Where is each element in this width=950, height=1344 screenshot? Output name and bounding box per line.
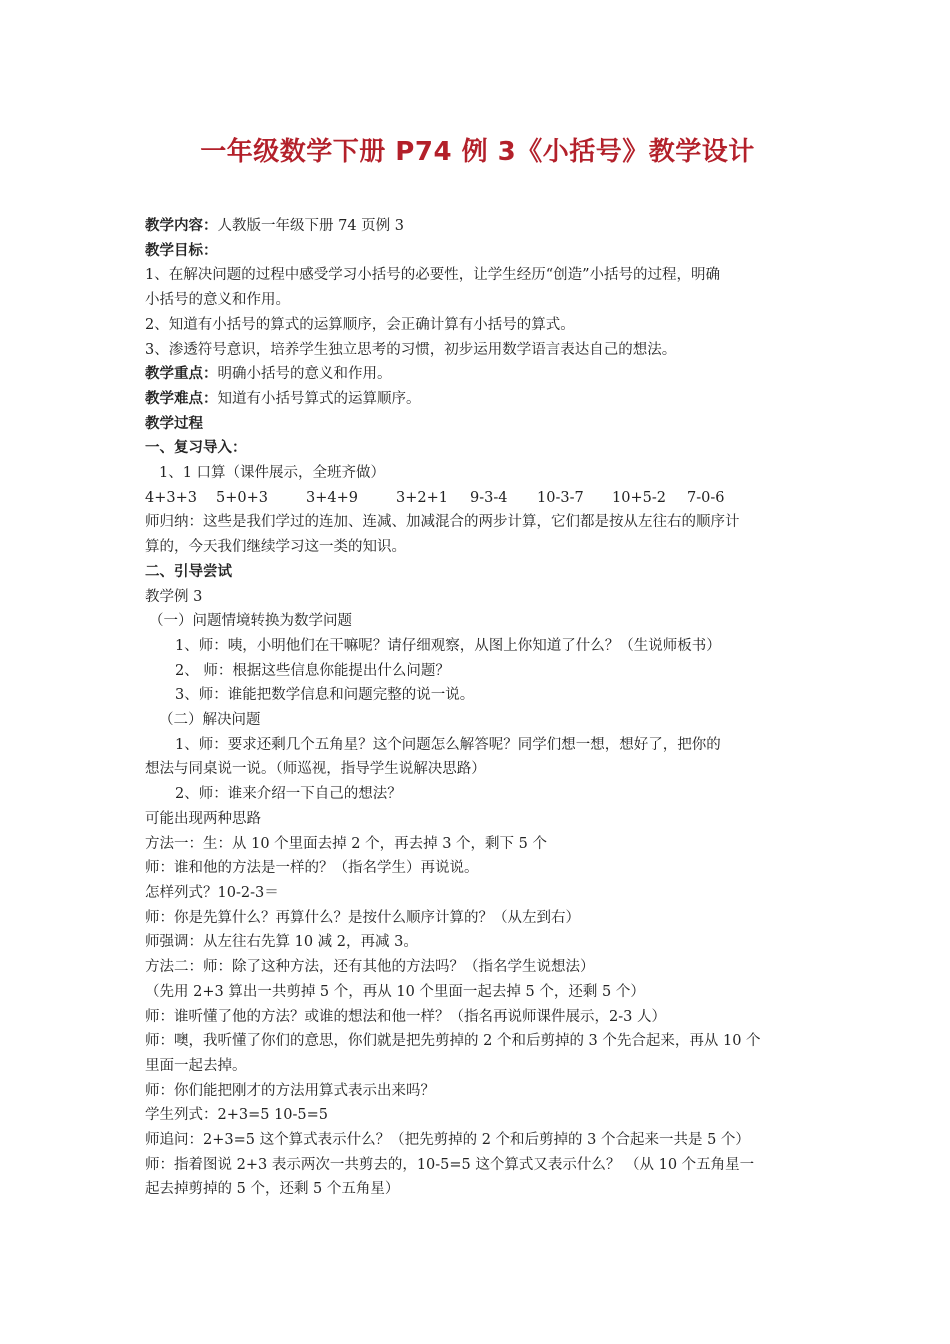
body-line: 教学例 3 xyxy=(145,588,203,605)
body-line: 师强调：从左往右先算 10 减 2，再减 3。 xyxy=(145,934,418,951)
expression: 3+2+1 xyxy=(396,489,448,506)
section1-intro: 1、1 口算（课件展示，全班齐做） xyxy=(159,465,386,482)
expression: 9-3-4 xyxy=(470,489,508,506)
goal-line: 小括号的意义和作用。 xyxy=(145,292,290,309)
body-line: 里面一起去掉。 xyxy=(145,1057,247,1074)
expression-row xyxy=(145,486,810,511)
keypoint-label: 教学重点： xyxy=(145,366,218,383)
goal-line: 3、渗透符号意识，培养学生独立思考的习惯，初步运用数学语言表达自己的想法。 xyxy=(145,341,677,358)
body-line: 1、师：咦，小明他们在干嘛呢？请仔细观察，从图上你知道了什么？（生说师板书） xyxy=(175,637,721,654)
body-line: （二）解决问题 xyxy=(159,712,261,729)
body-line: 起去掉剪掉的 5 个，还剩 5 个五角星） xyxy=(145,1181,400,1198)
goal-line: 2、知道有小括号的算式的运算顺序，会正确计算有小括号的算式。 xyxy=(145,316,575,333)
body-line: 师：谁和他的方法是一样的？（指名学生）再说说。 xyxy=(145,860,479,877)
teaching-goals-label: 教学目标： xyxy=(145,242,218,259)
summary-line: 算的，今天我们继续学习这一类的知识。 xyxy=(145,539,406,556)
body-line: 怎样列式？10-2-3＝ xyxy=(145,884,279,901)
teaching-content-label: 教学内容： xyxy=(145,218,218,234)
teaching-content-text: 人教版一年级下册 74 页例 3 xyxy=(217,218,405,234)
document-page xyxy=(145,130,810,1202)
section1-heading: 一、复习导入： xyxy=(145,440,247,457)
body-line: （一）问题情境转换为数学问题 xyxy=(149,613,352,630)
expression: 5+0+3 xyxy=(216,489,268,506)
teaching-keypoint xyxy=(145,362,810,387)
body-line: 师：谁听懂了他的方法？或谁的想法和他一样？（指名再说师课件展示，2-3 人） xyxy=(145,1008,666,1025)
difficulty-label: 教学难点： xyxy=(145,390,218,407)
body-line: 2、 师：根据这些信息你能提出什么问题？ xyxy=(175,662,450,679)
process-heading: 教学过程 xyxy=(145,415,203,432)
body-line: 师：噢，我听懂了你们的意思，你们就是把先剪掉的 2 个和后剪掉的 3 个先合起来，再从 10 个 xyxy=(145,1033,761,1050)
teaching-content xyxy=(145,214,810,239)
body-line: 师追问：2+3=5 这个算式表示什么？（把先剪掉的 2 个和后剪掉的 3 个合起来一共是 5 个） xyxy=(145,1132,750,1149)
body-line: 方法一：生：从 10 个里面去掉 2 个，再去掉 3 个，剩下 5 个 xyxy=(145,835,547,852)
document-title: 一年级数学下册 P74 例 3《小括号》教学设计 xyxy=(200,137,755,167)
body-line: 想法与同桌说一说。（师巡视，指导学生说解决思路） xyxy=(145,761,486,778)
difficulty-text: 知道有小括号算式的运算顺序。 xyxy=(217,390,421,407)
body-line: 学生列式：2+3=5 10-5=5 xyxy=(145,1107,329,1124)
body-line: 2、师：谁来介绍一下自己的想法？ xyxy=(175,786,402,803)
body-line: 师：你是先算什么？再算什么？是按什么顺序计算的？（从左到右） xyxy=(145,909,580,926)
body-line: 师：你们能把刚才的方法用算式表示出来吗？ xyxy=(145,1082,435,1099)
section2-heading: 二、引导尝试 xyxy=(145,563,232,580)
summary-line: 师归纳：这些是我们学过的连加、连减、加减混合的两步计算，它们都是按从左往右的顺序计 xyxy=(145,514,740,531)
body-line: 师：指着图说 2+3 表示两次一共剪去的，10-5=5 这个算式又表示什么？ （从 10 个五角星一 xyxy=(145,1156,755,1173)
expression: 10+5-2 xyxy=(612,489,666,506)
expression: 10-3-7 xyxy=(537,489,584,506)
expression: 7-0-6 xyxy=(687,489,725,506)
expression: 3+4+9 xyxy=(306,489,358,506)
body-line: 3、师：谁能把数学信息和问题完整的说一说。 xyxy=(175,687,475,704)
expression: 4+3+3 xyxy=(145,489,197,506)
body-line: （先用 2+3 算出一共剪掉 5 个，再从 10 个里面一起去掉 5 个，还剩 5 个） xyxy=(145,983,645,1000)
teaching-difficulty xyxy=(145,387,810,412)
keypoint-text: 明确小括号的意义和作用。 xyxy=(217,366,392,383)
body-line: 可能出现两种思路 xyxy=(145,810,261,827)
body-line: 方法二：师：除了这种方法，还有其他的方法吗？（指名学生说想法） xyxy=(145,959,595,976)
goal-line: 1、在解决问题的过程中感受学习小括号的必要性，让学生经历“创造”小括号的过程，明确 xyxy=(145,267,721,284)
body-line: 1、师：要求还剩几个五角星？这个问题怎么解答呢？同学们想一想，想好了，把你的 xyxy=(175,736,721,753)
